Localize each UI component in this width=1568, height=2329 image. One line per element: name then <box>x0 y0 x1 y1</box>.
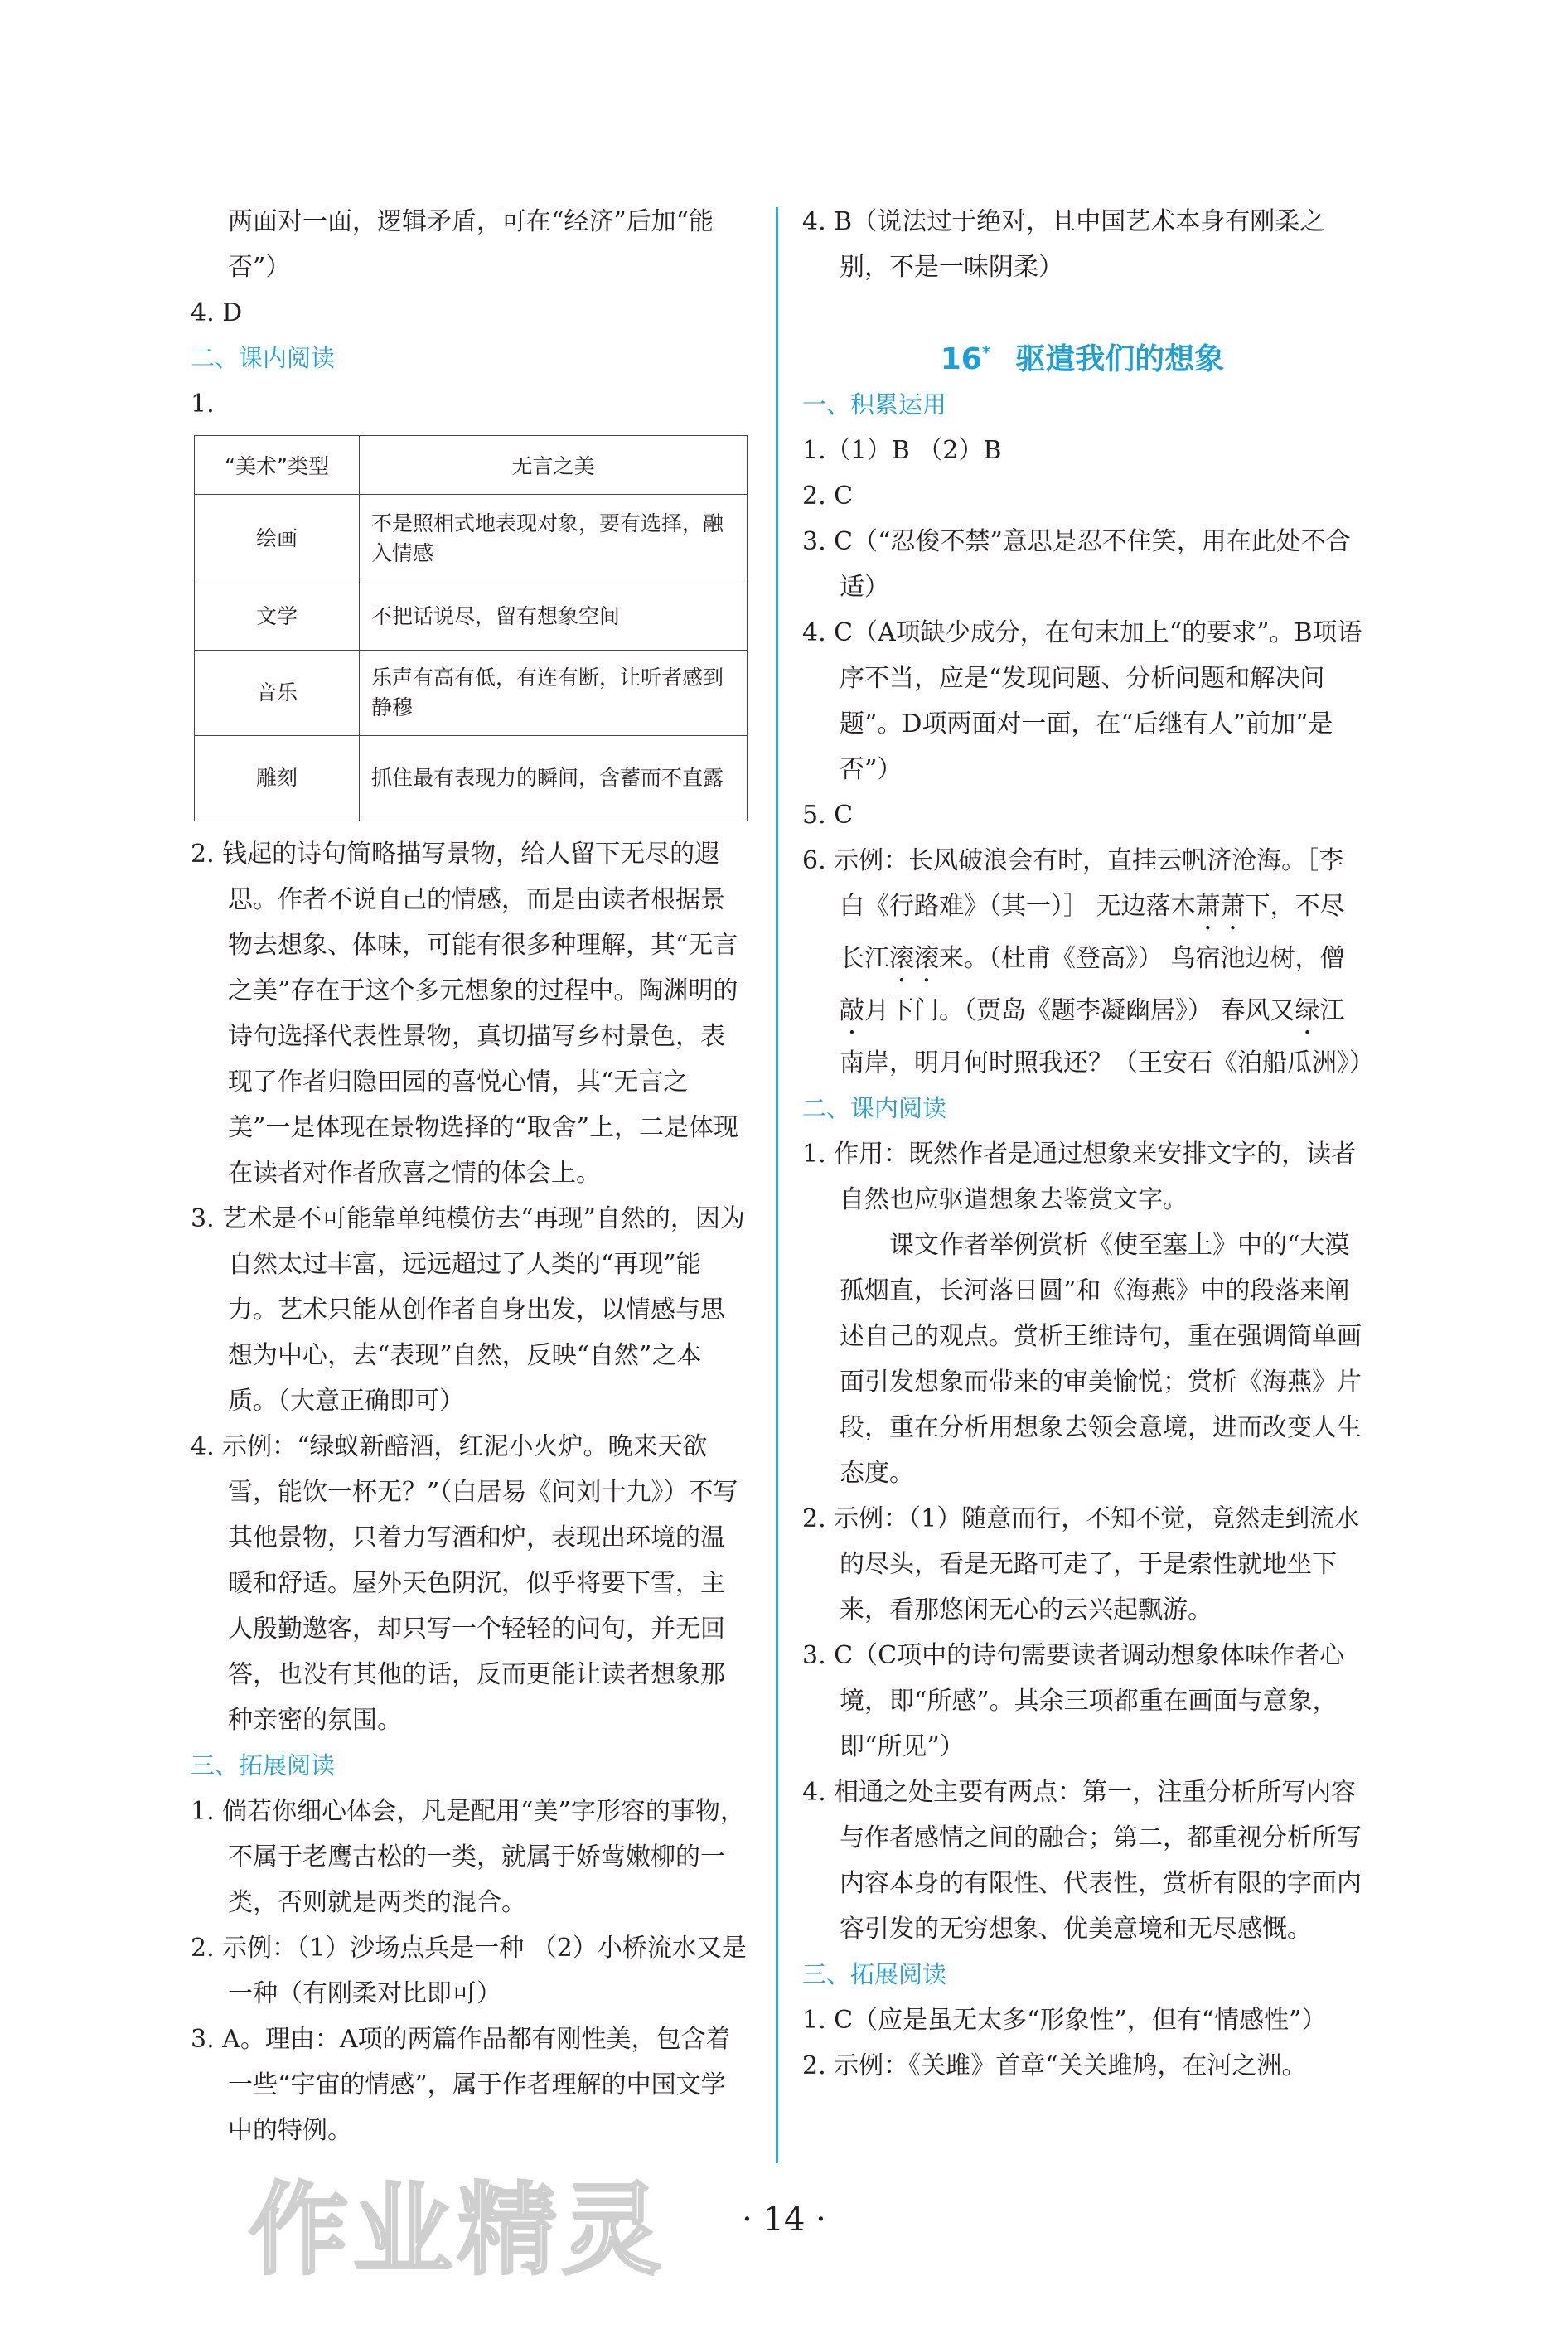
lesson-title <box>802 330 1362 382</box>
table-header: 无言之美 <box>360 436 748 495</box>
lesson-number <box>941 342 991 376</box>
answer-item: 4. 相通之处主要有两点：第一，注重分析所写内容与作者感情之间的融合；第二，都重视分析所写内容本身的有限性、代表性，赏析有限的字面内容引发的无穷想象、优美意境和无尽感慨。 <box>802 1778 1362 1944</box>
answer-item: 1.（1）B （2）B <box>802 436 1002 465</box>
lesson-star: * <box>981 342 991 362</box>
text-span: 江南岸，明月何时照我还？（王安石《泊船瓜洲》） <box>840 996 1374 1077</box>
emphasis-text: 萧萧 <box>1195 892 1246 921</box>
right-column <box>802 199 1374 2089</box>
table-row <box>195 583 748 651</box>
answer-item: 3. A。理由：A项的两篇作品都有刚性美，包含着一些“宇宙的情感”，属于作者理解的中国文学中的特例。 <box>191 2025 731 2145</box>
answer-item: 1. <box>191 390 215 419</box>
answer-item: 3. C（C项中的诗句需要读者调动想象体味作者心境，即“所感”。其余三项都重在画面与意象，即“所见”） <box>802 1641 1345 1761</box>
column-divider <box>776 207 778 2163</box>
emphasis-text: 绿 <box>1295 996 1320 1025</box>
table-header: “美术”类型 <box>195 436 360 495</box>
section-heading: 三、拓展阅读 <box>802 1960 947 1988</box>
table-cell: 不把话说尽，留有想象空间 <box>360 583 748 651</box>
table-cell: 抓住最有表现力的瞬间，含蓄而不直露 <box>360 736 748 821</box>
answer-item: 4. 示例：“绿蚁新醅酒，红泥小火炉。晚来天欲雪，能饮一杯无？”（白居易《问刘十九》）不写其他景物，只着力写酒和炉，表现出环境的温暖和舒适。屋外天色阴沉，似乎将要下雪，主人殷勤邀客，却只写一个轻轻的问句，并无回答，也没有其他的话，反而更能让读者想象那种亲密的氛围。 <box>191 1432 738 1735</box>
section-heading: 三、拓展阅读 <box>191 1751 336 1779</box>
lesson-title-text: 驱遣我们的想象 <box>1015 342 1225 376</box>
watermark-logo: 作业精灵 <box>249 2173 666 2288</box>
section-heading: 二、课内阅读 <box>802 1094 947 1122</box>
table-row <box>195 495 748 583</box>
text-span: 来。（杜甫《登高》） 鸟宿池边树，僧 <box>939 944 1345 973</box>
answer-item-poems <box>802 838 1374 1086</box>
answer-item: 1. 作用：既然作者是通过想象来安排文字的，读者自然也应驱遣想象去鉴赏文字。 <box>802 1140 1357 1214</box>
table-cell: 乐声有高有低，有连有断，让听者感到静穆 <box>360 651 748 736</box>
answer-item: 2. 示例：《关雎》首章“关关雎鸠，在河之洲。 <box>802 2051 1307 2080</box>
answer-item: 1. C（应是虽无太多“形象性”，但有“情感性”） <box>802 2006 1327 2035</box>
emphasis-text: 滚滚 <box>889 944 939 973</box>
page-number: · 14 · <box>742 2201 826 2239</box>
table-row <box>195 736 748 821</box>
table-row <box>195 651 748 736</box>
table-cell: 绘画 <box>195 495 360 583</box>
art-beauty-table <box>194 435 748 821</box>
answer-item: 2. C <box>802 482 854 511</box>
answer-item: 1. 倘若你细心体会，凡是配用“美”字形容的事物，不属于老鹰古松的一类，就属于娇莺嫩柳的一类，否则就是两类的混合。 <box>191 1797 745 1917</box>
table-cell: 雕刻 <box>195 736 360 821</box>
left-column <box>191 199 748 2153</box>
lesson-number-text: 16 <box>940 342 982 376</box>
answer-item: 4. C（A项缺少成分，在句末加上“的要求”。B项语序不当，应是“发现问题、分析问题和解决问题”。D项两面对一面，在“后继有人”前加“是否”） <box>802 618 1362 784</box>
text-span: 下，不尽长江 <box>840 892 1345 973</box>
section-heading: 一、积累运用 <box>802 390 947 419</box>
section-heading: 二、课内阅读 <box>191 344 336 372</box>
answer-paragraph: 课文作者举例赏析《使至塞上》中的“大漠孤烟直，长河落日圆”和《海燕》中的段落来阐述自己的观点。赏析王维诗句，重在强调简单画面引发想象而带来的审美愉悦；赏析《海燕》片段，重在分析用想象去领会意境，进而改变人生态度。 <box>840 1231 1362 1488</box>
answer-item: 3. 艺术是不可能靠单纯模仿去“再现”自然的，因为自然太过丰富，远远超过了人类的“再现”能力。艺术只能从创作者自身出发，以情感与思想为中心，去“表现”自然，反映“自然”之本质。（大意正确即可） <box>191 1204 745 1416</box>
table-header-row <box>195 436 748 495</box>
table-cell: 音乐 <box>195 651 360 736</box>
emphasis-text: 敲 <box>840 996 864 1025</box>
answer-item: 2. 示例：（1）沙场点兵是一种 （2）小桥流水又是一种（有刚柔对比即可） <box>191 1934 747 2008</box>
answer-item: 5. C <box>802 801 854 830</box>
answer-continuation: 两面对一面，逻辑矛盾，可在“经济”后加“能否”） <box>228 207 714 282</box>
table-cell: 文学 <box>195 583 360 651</box>
text-span: 6. 示例：长风破浪会有时，直挂云帆济沧海。［李白《行路难》（其一）］ 无边落木 <box>802 846 1344 921</box>
text-span: 月下门。（贾岛《题李凝幽居》） 春风又 <box>864 996 1295 1025</box>
answer-item: 4. D <box>191 298 243 327</box>
answer-item: 3. C（“忍俊不禁”意思是忍不住笑，用在此处不合适） <box>802 527 1351 602</box>
answer-item: 4. B（说法过于绝对，且中国艺术本身有刚柔之别，不是一味阴柔） <box>802 207 1325 282</box>
answer-item: 2. 钱起的诗句简略描写景物，给人留下无尽的遐思。作者不说自己的情感，而是由读者根据景物去想象、体味，可能有很多种理解，其“无言之美”存在于这个多元想象的过程中。陶渊明的诗句选择代表性景物，真切描写乡村景色，表现了作者归隐田园的喜悦心情，其“无言之美”一是体现在景物选择的“取舍”上，二是体现在读者对作者欣喜之情的体会上。 <box>191 840 739 1188</box>
table-cell: 不是照相式地表现对象，要有选择，融入情感 <box>360 495 748 583</box>
answer-item: 2. 示例：（1）随意而行，不知不觉，竟然走到流水的尽头，看是无路可走了，于是索性就地坐下来，看那悠闲无心的云兴起飘游。 <box>802 1504 1360 1624</box>
